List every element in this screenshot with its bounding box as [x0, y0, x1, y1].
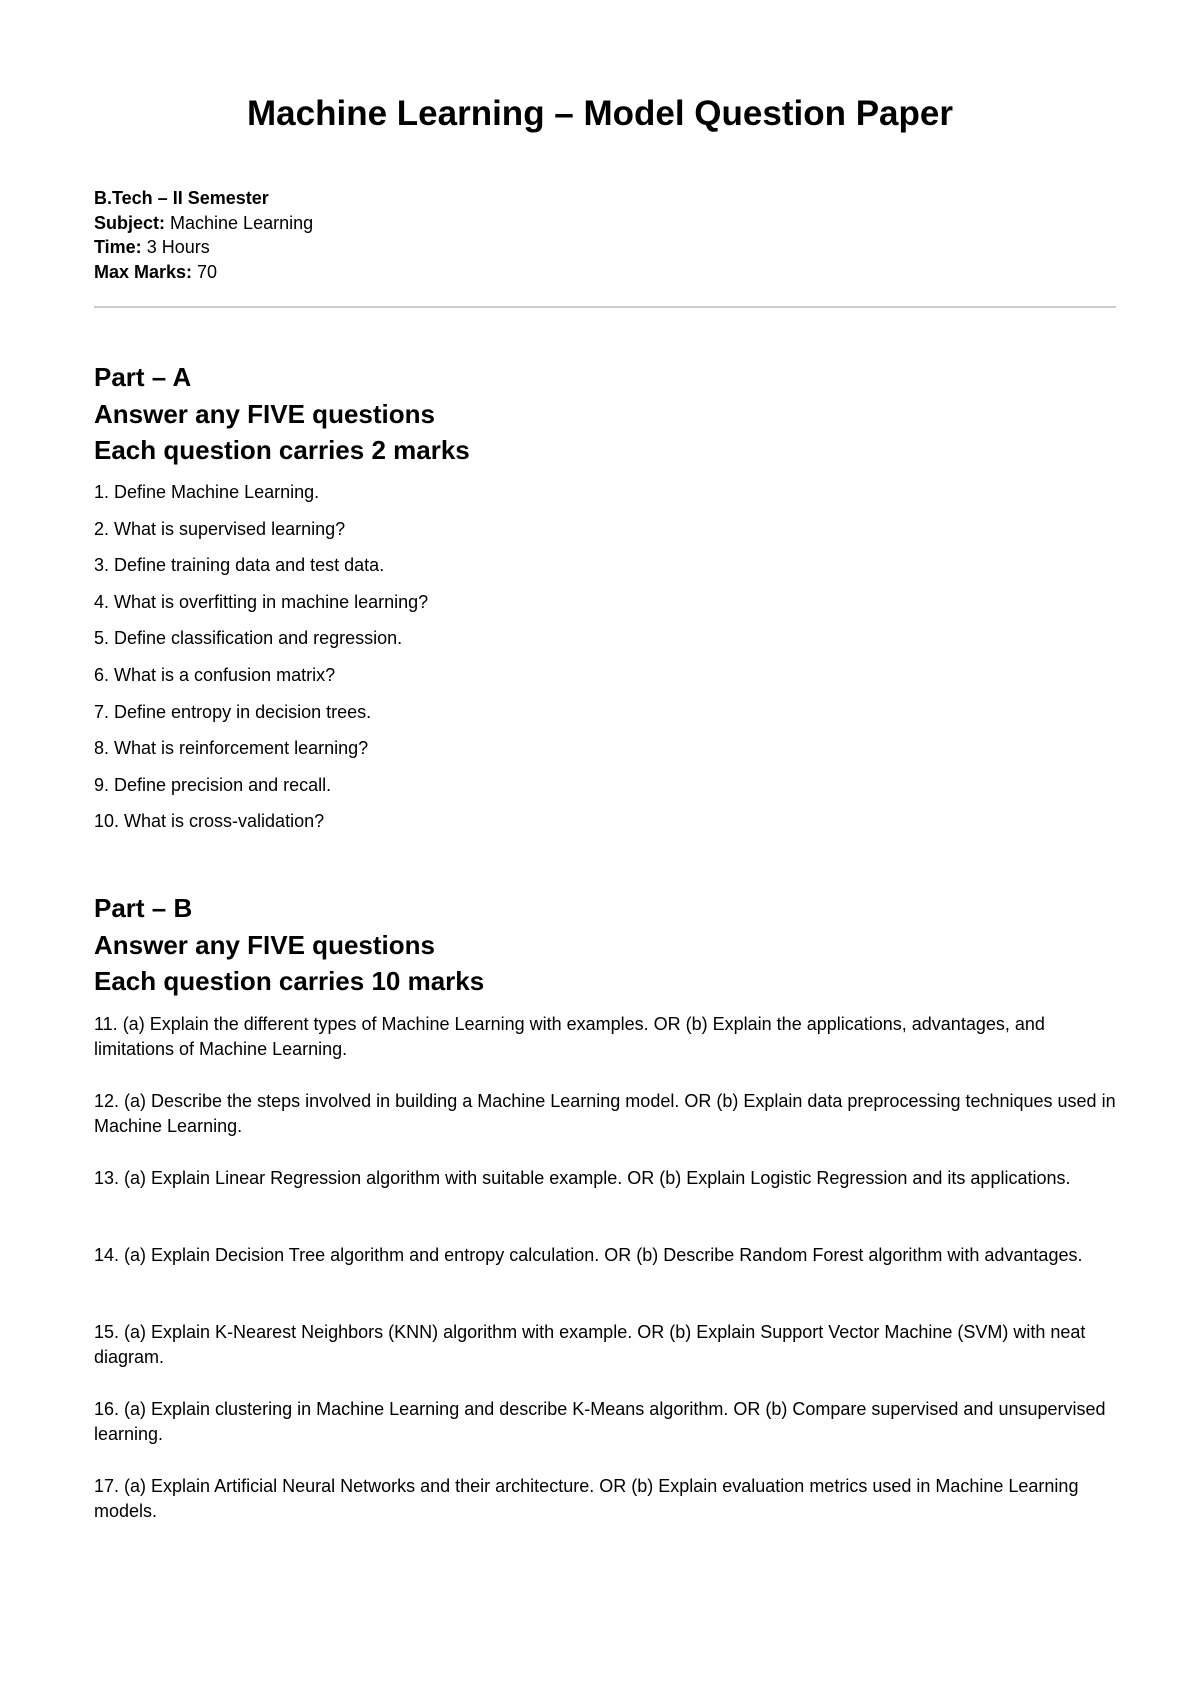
part-a-question: 1. Define Machine Learning.: [94, 482, 320, 502]
part-b-question: 17. (a) Explain Artificial Neural Networks and their architecture. OR (b) Explain evaluation metrics used in Machine Learning models.: [94, 1476, 1079, 1521]
time-label: Time:: [94, 237, 142, 257]
part-a-instruction: Answer any FIVE questions: [94, 398, 435, 429]
max-marks-label: Max Marks:: [94, 261, 193, 282]
part-a-question: 5. Define classification and regression.: [94, 628, 403, 649]
part-b-marks-note: Each question carries 10 marks: [94, 966, 485, 996]
part-a-question: 6. What is a confusion matrix?: [94, 664, 336, 685]
part-b-title: Part – B: [94, 893, 193, 923]
max-marks-value: 70: [192, 261, 218, 282]
part-a-question: 7. Define entropy in decision trees.: [94, 701, 372, 722]
part-b-heading: [94, 890, 484, 1000]
part-a-question: 4. What is overfitting in machine learning?: [94, 591, 429, 612]
part-b-question: 13. (a) Explain Linear Regression algorithm with suitable example. OR (b) Explain Logistic Regression and its applications.: [94, 1168, 1071, 1188]
part-a-question: 9. Define precision and recall.: [94, 774, 332, 795]
max-marks-line: [94, 260, 313, 285]
time-line: [94, 235, 313, 260]
part-b-question: 14. (a) Explain Decision Tree algorithm and entropy calculation. OR (b) Describe Random Forest algorithm with advantages.: [94, 1245, 1083, 1265]
paper-meta: [94, 186, 313, 284]
part-b-question: 15. (a) Explain K-Nearest Neighbors (KNN) algorithm with example. OR (b) Explain Support Vector Machine (SVM) with neat diagram.: [94, 1322, 1086, 1367]
program-text: B.Tech – II Semester: [94, 188, 269, 208]
part-b-instruction: Answer any FIVE questions: [94, 929, 435, 960]
part-b-question: 16. (a) Explain clustering in Machine Learning and describe K-Means algorithm. OR (b) Compare supervised and unsupervised learning.: [94, 1399, 1106, 1444]
part-a-question: 3. Define training data and test data.: [94, 555, 385, 576]
part-a-title: Part – A: [94, 362, 192, 392]
time-value: 3 Hours: [141, 237, 210, 257]
part-a-heading: [94, 359, 470, 469]
program-line: [94, 186, 313, 211]
part-b-question-list: [94, 1012, 1116, 1551]
document-title: Machine Learning – Model Question Paper: [247, 94, 953, 133]
part-a-question: 10. What is cross-validation?: [94, 811, 325, 832]
part-a-question-list: [94, 480, 1116, 846]
part-a-marks-note: Each question carries 2 marks: [94, 435, 470, 465]
subject-label: Subject:: [94, 212, 166, 233]
subject-line: [94, 211, 313, 236]
subject-value: Machine Learning: [165, 212, 314, 233]
part-b-question: 12. (a) Describe the steps involved in building a Machine Learning model. OR (b) Explain data preprocessing techniques used in Machine Learning.: [94, 1091, 1116, 1136]
part-a-question: 8. What is reinforcement learning?: [94, 738, 369, 759]
header-divider: [94, 306, 1116, 308]
part-a-question: 2. What is supervised learning?: [94, 518, 346, 539]
part-b-question: 11. (a) Explain the different types of Machine Learning with examples. OR (b) Explain the applications, advantages, and limitations of Machine Learning.: [94, 1014, 1045, 1059]
